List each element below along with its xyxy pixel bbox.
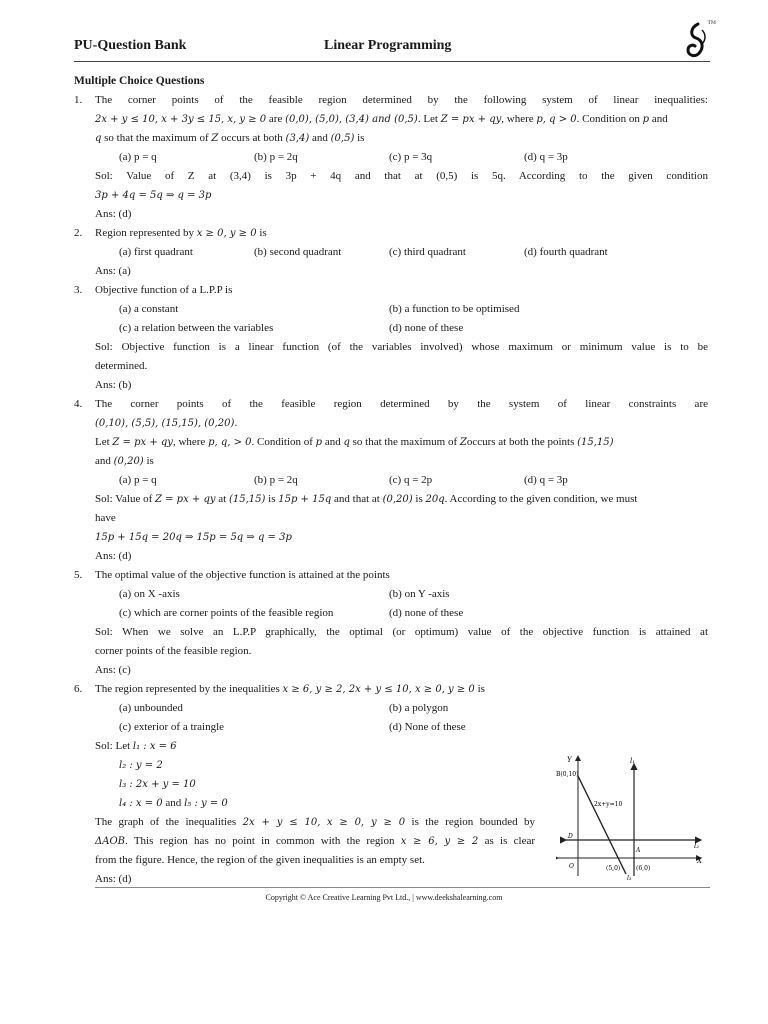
question-number: 6.	[74, 683, 83, 695]
question-text: Objective function of a L.P.P is	[95, 284, 233, 296]
text-span: is	[357, 132, 365, 144]
question-1-line-1	[74, 91, 708, 110]
l3-label: l₃	[627, 875, 632, 880]
header-divider	[74, 61, 710, 62]
point-5-0-label: (5,0)	[606, 865, 621, 872]
math-expr: Z	[459, 437, 467, 448]
math-expr: ΔAOB	[95, 836, 125, 847]
text-span: occurs at both the points	[466, 436, 575, 448]
solution-text: Sol: Objective function is a linear function (of the variables involved) whose maximum or minimum value is to be	[95, 341, 708, 353]
answer-line: Ans: (a)	[95, 265, 131, 277]
solution-line: have	[95, 512, 116, 524]
math-expr: l₅ : y = 0	[184, 798, 228, 809]
math-expr: q	[95, 133, 102, 144]
text-span: . This region has no point in common with the region	[125, 835, 395, 847]
question-5-options-row-2	[74, 604, 708, 623]
text-span: . Let	[417, 113, 438, 125]
line-l3	[578, 776, 626, 874]
option-c: (c) third quadrant	[389, 246, 466, 258]
solution-line	[74, 338, 708, 357]
question-4-options	[74, 471, 708, 490]
trademark-mark: TM	[707, 20, 716, 26]
option-a: (a) on X -axis	[119, 588, 180, 600]
question-4-line-1	[74, 395, 708, 414]
question-number: 5.	[74, 569, 83, 581]
question-5-options-row-1	[74, 585, 708, 604]
option-d: (d) none of these	[389, 607, 464, 619]
math-expr: (0,20)	[382, 494, 413, 505]
math-expr: (0,10), (5,5), (15,15), (0,20).	[95, 418, 238, 429]
math-expr: l₃ : 2x + y = 10	[119, 779, 196, 790]
section-title: Multiple Choice Questions	[74, 75, 205, 87]
origin-label: O	[569, 863, 574, 870]
footer-copyright: Copyright © Ace Creative Learning Pvt Ltd., | www.deekshalearning.com	[265, 893, 503, 902]
question-4-line-2	[74, 414, 708, 433]
math-expr: 2x + y ≤ 10,	[242, 817, 321, 828]
answer-line: Ans: (d)	[95, 873, 132, 885]
option-b: (b) a polygon	[389, 702, 449, 714]
solution-text	[95, 813, 535, 832]
math-expr: l₁ : x = 6	[132, 741, 177, 752]
page-header	[74, 38, 710, 60]
line-equation-label: 2x+y=10	[594, 801, 623, 808]
question-6-line	[74, 680, 708, 699]
text-span: and	[312, 132, 328, 144]
question-3-line	[74, 281, 708, 300]
text-span: are	[268, 113, 283, 125]
text-span: . Condition of	[251, 436, 313, 448]
text-span: . According to the given condition, we must	[444, 493, 638, 505]
option-a: (a) p = q	[119, 151, 157, 163]
question-text: Region represented by	[95, 227, 194, 239]
solution-text: Sol: Value of Z at (3,4) is 3p + 4q and that at (0,5) is 5q. According to the given condition	[95, 170, 708, 182]
text-span: Sol: Let	[95, 740, 131, 752]
solution-line: corner points of the feasible region.	[95, 645, 252, 657]
text-span: The graph of the inequalities	[95, 816, 237, 828]
option-b: (b) p = 2q	[254, 151, 298, 163]
point-b-label: B(0,10)	[556, 771, 579, 778]
question-text: The region represented by the inequalities	[95, 683, 280, 695]
text-span: . Condition on	[576, 113, 640, 125]
option-a: (a) p = q	[119, 474, 157, 486]
text-span: is	[268, 493, 276, 505]
question-2-line	[74, 224, 708, 243]
question-5-line	[74, 566, 708, 585]
solution-line	[74, 490, 708, 509]
solution-line	[74, 186, 708, 205]
math-expr: 15p + 15q = 20q ⇒ 15p = 5q ⇒ q = 3p	[95, 532, 292, 543]
text-span: and	[324, 436, 341, 448]
point-6-0-label: (6,0)	[636, 865, 651, 872]
option-b: (b) second quadrant	[254, 246, 342, 258]
option-c: (c) which are corner points of the feasible region	[119, 607, 334, 619]
math-expr: (0,0), (5,0), (3,4) and (0,5)	[285, 114, 418, 125]
text-span: and	[651, 113, 668, 125]
math-expr: q	[343, 437, 350, 448]
text-span: is	[415, 493, 423, 505]
text-span: is	[259, 227, 267, 239]
text-span: Let	[95, 436, 110, 448]
y-axis-label: Y	[567, 756, 572, 764]
option-d: (d) none of these	[389, 322, 464, 334]
question-1-line-2	[74, 110, 708, 129]
option-d: (d) fourth quadrant	[524, 246, 608, 258]
solution-line	[74, 623, 708, 642]
question-4-line-3	[74, 433, 708, 452]
text-span: , where	[172, 436, 206, 448]
option-c: (c) p = 3q	[389, 151, 433, 163]
option-d: (d) q = 3p	[524, 474, 568, 486]
solution-line: from the figure. Hence, the region of the given inequalities is an empty set.	[95, 854, 425, 866]
question-2-options	[74, 243, 708, 262]
question-text: The optimal value of the objective function is attained at the points	[95, 569, 390, 581]
answer-line: Ans: (b)	[95, 379, 132, 391]
math-expr: (0,5)	[330, 133, 355, 144]
option-d: (d) None of these	[389, 721, 466, 733]
option-a: (a) unbounded	[119, 702, 183, 714]
math-expr: (15,15)	[228, 494, 266, 505]
option-c: (c) q = 2p	[389, 474, 433, 486]
math-expr: x ≥ 6, y ≥ 2	[400, 836, 479, 847]
math-expr: x ≥ 6, y ≥ 2, 2x + y ≤ 10, x ≥ 0, y ≥ 0	[282, 684, 475, 695]
text-span: and that at	[334, 493, 380, 505]
math-expr: 20q	[425, 494, 445, 505]
option-a: (a) first quadrant	[119, 246, 193, 258]
solution-text	[95, 832, 535, 851]
math-expr: 2x + y ≤ 10, x + 3y ≤ 15, x, y ≥ 0	[95, 114, 267, 125]
option-c: (c) a relation between the variables	[119, 322, 274, 334]
answer-line: Ans: (d)	[95, 208, 132, 220]
point-d-label: D	[568, 833, 573, 840]
header-left-title: PU-Question Bank	[74, 38, 187, 53]
math-expr: l₄ : x = 0	[119, 798, 163, 809]
option-d: (d) q = 3p	[524, 151, 568, 163]
solution-line	[74, 167, 708, 186]
math-expr: x ≥ 0, y ≥ 0	[326, 817, 406, 828]
math-expr: p	[315, 437, 323, 448]
question-1-options	[74, 148, 708, 167]
math-expr: Z = px + qy	[440, 114, 502, 125]
question-text: The corner points of the feasible region determined by the following system of linear inequalities:	[95, 94, 708, 106]
text-span: is the region bounded by	[411, 816, 536, 828]
math-expr: x ≥ 0, y ≥ 0	[196, 228, 257, 239]
text-span: Sol: Value of	[95, 493, 153, 505]
point-a-label: A	[636, 847, 641, 854]
option-b: (b) a function to be optimised	[389, 303, 520, 315]
math-expr: p, q > 0	[536, 114, 577, 125]
footer-divider	[95, 887, 710, 888]
math-expr: (15,15)	[577, 437, 614, 448]
text-span: occurs at both	[221, 132, 283, 144]
l2-label: l₂	[694, 842, 700, 850]
option-a: (a) a constant	[119, 303, 179, 315]
question-number: 3.	[74, 284, 83, 296]
question-3-options-row-2	[74, 319, 708, 338]
option-b: (b) on Y -axis	[389, 588, 450, 600]
header-center-title: Linear Programming	[324, 38, 452, 53]
math-expr: Z = px + qy	[112, 437, 173, 448]
feasible-region-figure	[556, 752, 706, 880]
solution-text: Sol: When we solve an L.P.P graphically, the optimal (or optimum) value of the objective function is attained at	[95, 626, 708, 638]
solution-line	[74, 528, 708, 547]
x-axis-label: X	[697, 857, 702, 865]
math-expr: l₂ : y = 2	[119, 760, 163, 771]
text-span: so that the maximum of	[104, 132, 209, 144]
text-span: and	[95, 455, 111, 467]
solution-line: determined.	[95, 360, 148, 372]
question-1-line-3	[74, 129, 708, 148]
question-number: 1.	[74, 94, 83, 106]
math-expr: Z = px + qy	[155, 494, 216, 505]
option-c: (c) exterior of a traingle	[119, 721, 225, 733]
question-text: The corner points of the feasible region determined by the system of linear constraints are	[95, 398, 708, 410]
text-span: , where	[501, 113, 534, 125]
math-expr: (0,20)	[113, 456, 144, 467]
question-6-options-row-2	[74, 718, 708, 737]
math-expr: p, q, > 0	[208, 437, 252, 448]
math-expr: Z	[211, 133, 219, 144]
text-span: at	[218, 493, 227, 505]
question-number: 2.	[74, 227, 83, 239]
text-span: is	[146, 455, 154, 467]
text-span: so that the maximum of	[352, 436, 458, 448]
question-number: 4.	[74, 398, 83, 410]
question-4-line-4	[74, 452, 708, 471]
question-3-options-row-1	[74, 300, 708, 319]
answer-line: Ans: (c)	[95, 664, 131, 676]
math-expr: 3p + 4q = 5q ⇒ q = 3p	[95, 190, 212, 201]
question-6-options-row-1	[74, 699, 708, 718]
math-expr: p	[642, 114, 650, 125]
text-span: is	[477, 683, 485, 695]
text-span: as is clear	[484, 835, 536, 847]
answer-line: Ans: (d)	[95, 550, 132, 562]
deeksha-swirl-icon	[682, 22, 710, 60]
text-span: and	[165, 797, 182, 809]
math-expr: (3,4)	[285, 133, 310, 144]
l1-label: l₁	[630, 757, 636, 765]
option-b: (b) p = 2q	[254, 474, 298, 486]
math-expr: 15p + 15q	[278, 494, 332, 505]
